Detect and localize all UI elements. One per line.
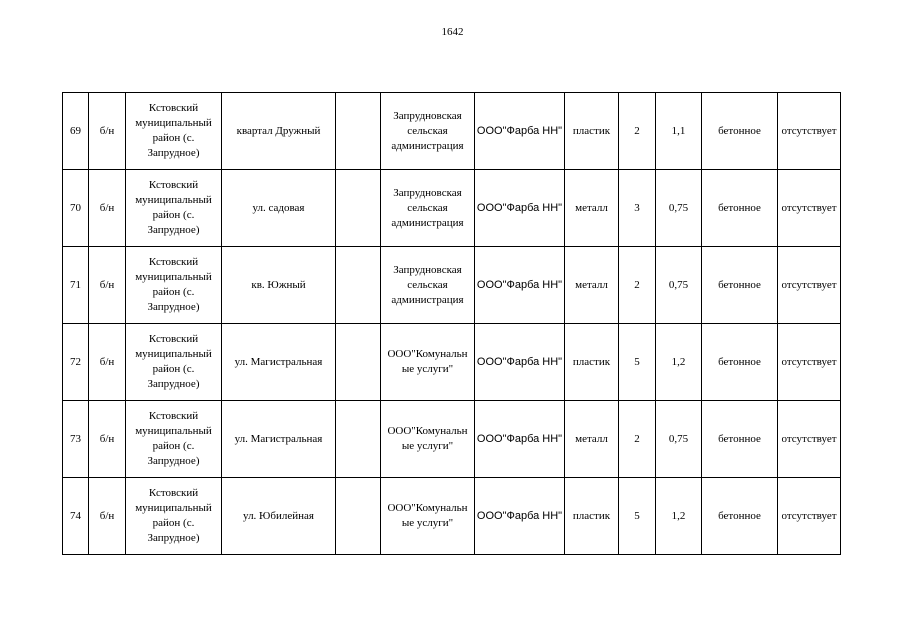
- cell-registry-number: б/н: [89, 324, 126, 401]
- cell-base-type: бетонное: [702, 247, 778, 324]
- cell-container-count: 2: [619, 93, 656, 170]
- cell-blank: [336, 478, 381, 555]
- cell-address: ул. Магистральная: [222, 401, 336, 478]
- cell-container-material: пластик: [565, 478, 619, 555]
- cell-blank: [336, 247, 381, 324]
- cell-owner: ООО"Комунальн ые услуги": [381, 401, 475, 478]
- cell-container-material: металл: [565, 247, 619, 324]
- cell-municipal-area: Кстовский муниципальный район (с. Запрудное): [126, 401, 222, 478]
- cell-service-company: ООО"Фарба НН": [475, 478, 565, 555]
- cell-container-material: пластик: [565, 93, 619, 170]
- cell-owner: Запрудновская сельская администрация: [381, 93, 475, 170]
- cell-fence: отсутствует: [778, 93, 841, 170]
- cell-number: 72: [63, 324, 89, 401]
- cell-number: 73: [63, 401, 89, 478]
- page-number: 1642: [441, 26, 464, 38]
- cell-base-type: бетонное: [702, 401, 778, 478]
- table-body: [63, 93, 841, 555]
- cell-container-count: 3: [619, 170, 656, 247]
- cell-address: ул. Юбилейная: [222, 478, 336, 555]
- cell-container-count: 5: [619, 324, 656, 401]
- cell-registry-number: б/н: [89, 170, 126, 247]
- cell-registry-number: б/н: [89, 478, 126, 555]
- cell-owner: Запрудновская сельская администрация: [381, 247, 475, 324]
- cell-blank: [336, 170, 381, 247]
- cell-municipal-area: Кстовский муниципальный район (с. Запрудное): [126, 247, 222, 324]
- cell-blank: [336, 324, 381, 401]
- table-row: [63, 401, 841, 478]
- cell-service-company: ООО"Фарба НН": [475, 401, 565, 478]
- table-row: [63, 93, 841, 170]
- cell-base-type: бетонное: [702, 170, 778, 247]
- cell-base-type: бетонное: [702, 93, 778, 170]
- cell-container-volume: 0,75: [656, 247, 702, 324]
- cell-service-company: ООО"Фарба НН": [475, 170, 565, 247]
- cell-address: кв. Южный: [222, 247, 336, 324]
- cell-container-material: металл: [565, 401, 619, 478]
- cell-service-company: ООО"Фарба НН": [475, 93, 565, 170]
- cell-blank: [336, 401, 381, 478]
- cell-municipal-area: Кстовский муниципальный район (с. Запрудное): [126, 93, 222, 170]
- cell-owner: Запрудновская сельская администрация: [381, 170, 475, 247]
- cell-fence: отсутствует: [778, 247, 841, 324]
- cell-address: ул. садовая: [222, 170, 336, 247]
- cell-address: ул. Магистральная: [222, 324, 336, 401]
- cell-municipal-area: Кстовский муниципальный район (с. Запрудное): [126, 478, 222, 555]
- cell-container-volume: 1,2: [656, 478, 702, 555]
- cell-container-volume: 1,2: [656, 324, 702, 401]
- cell-registry-number: б/н: [89, 247, 126, 324]
- table-row: [63, 478, 841, 555]
- cell-number: 70: [63, 170, 89, 247]
- cell-service-company: ООО"Фарба НН": [475, 324, 565, 401]
- table-row: [63, 247, 841, 324]
- cell-base-type: бетонное: [702, 478, 778, 555]
- cell-fence: отсутствует: [778, 170, 841, 247]
- cell-number: 69: [63, 93, 89, 170]
- cell-container-count: 2: [619, 401, 656, 478]
- cell-blank: [336, 93, 381, 170]
- registry-table: [62, 92, 841, 555]
- cell-municipal-area: Кстовский муниципальный район (с. Запрудное): [126, 324, 222, 401]
- cell-container-count: 5: [619, 478, 656, 555]
- cell-base-type: бетонное: [702, 324, 778, 401]
- cell-municipal-area: Кстовский муниципальный район (с. Запрудное): [126, 170, 222, 247]
- cell-owner: ООО"Комунальн ые услуги": [381, 324, 475, 401]
- cell-service-company: ООО"Фарба НН": [475, 247, 565, 324]
- cell-registry-number: б/н: [89, 401, 126, 478]
- cell-fence: отсутствует: [778, 324, 841, 401]
- cell-container-material: металл: [565, 170, 619, 247]
- table-row: [63, 170, 841, 247]
- cell-fence: отсутствует: [778, 401, 841, 478]
- cell-registry-number: б/н: [89, 93, 126, 170]
- cell-container-count: 2: [619, 247, 656, 324]
- table-row: [63, 324, 841, 401]
- cell-container-material: пластик: [565, 324, 619, 401]
- cell-address: квартал Дружный: [222, 93, 336, 170]
- cell-number: 71: [63, 247, 89, 324]
- cell-number: 74: [63, 478, 89, 555]
- cell-container-volume: 0,75: [656, 170, 702, 247]
- cell-fence: отсутствует: [778, 478, 841, 555]
- cell-container-volume: 1,1: [656, 93, 702, 170]
- cell-container-volume: 0,75: [656, 401, 702, 478]
- cell-owner: ООО"Комунальн ые услуги": [381, 478, 475, 555]
